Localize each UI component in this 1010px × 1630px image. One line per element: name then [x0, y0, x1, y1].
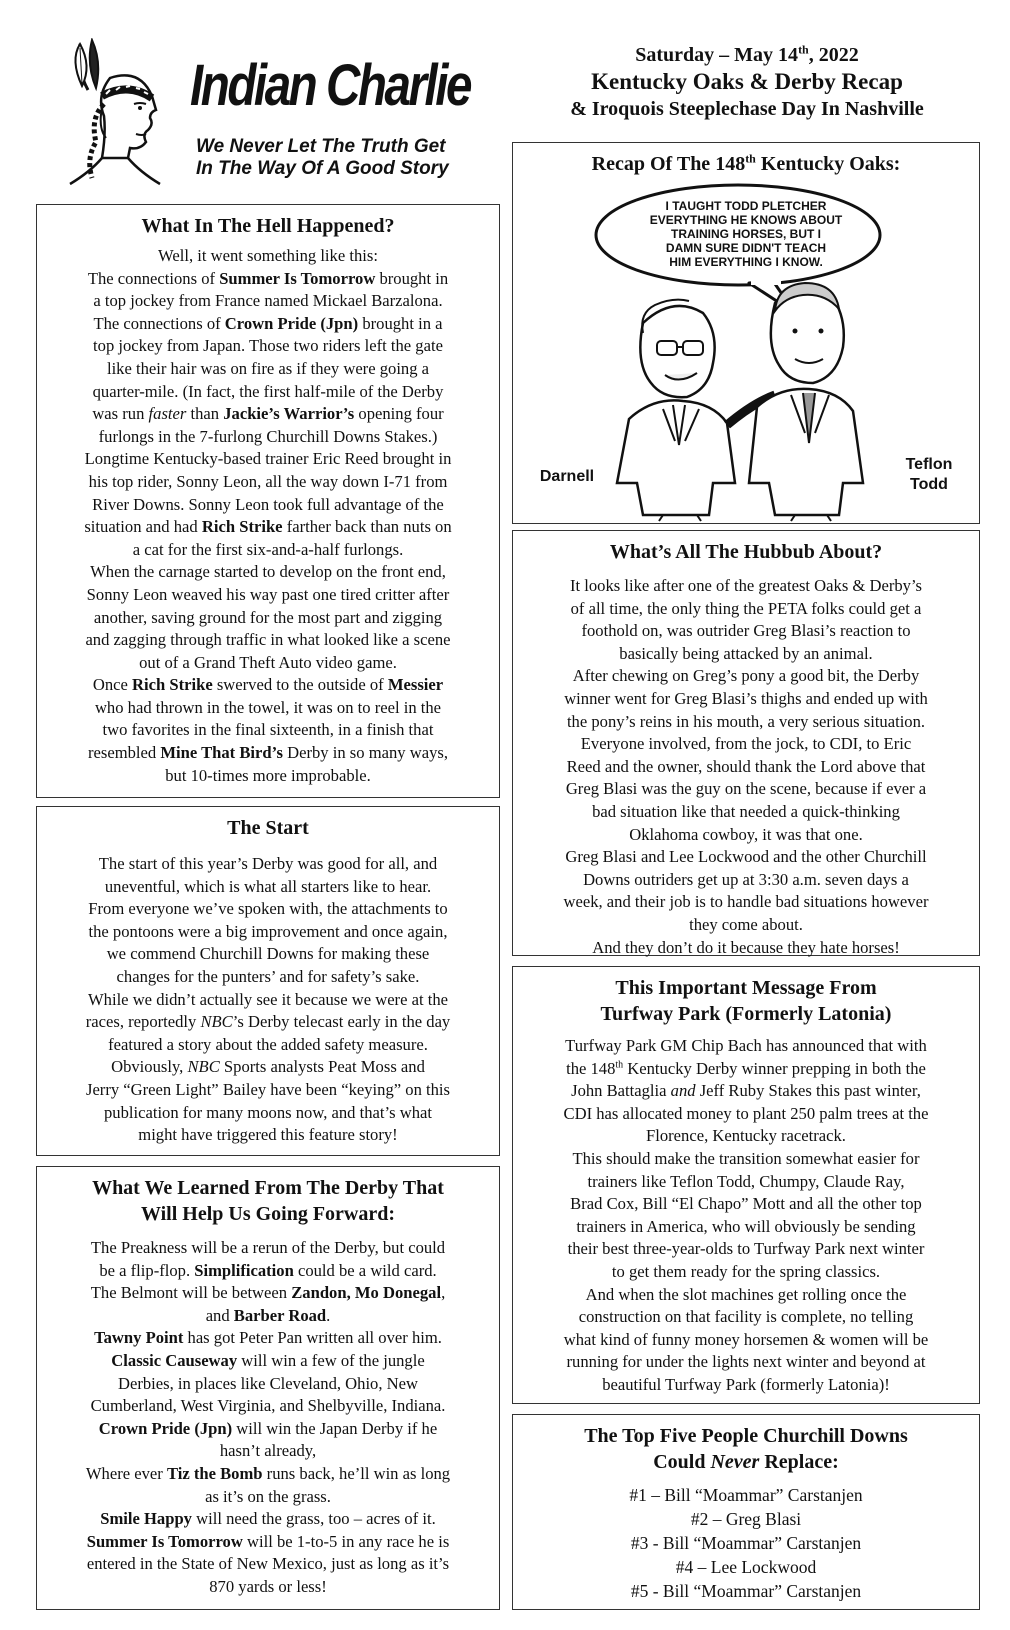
text-line: The connections of Crown Pride (Jpn) brought in a [93, 313, 443, 333]
text-line: top jockey from Japan. Those two riders left the gate [93, 336, 443, 356]
text-line: Florence, Kentucky racetrack. [646, 1126, 846, 1146]
text-line: After chewing on Greg’s pony a good bit, the Derby [572, 666, 920, 686]
text-line: The Belmont will be between Zandon, Mo Donegal, [90, 1283, 446, 1303]
masthead [40, 38, 510, 188]
text-line: two favorites in the final sixteenth, in a finish that [102, 720, 434, 740]
text-line: another, saving ground for the most part and zigging [93, 607, 443, 627]
text-line: bad situation like that needed a quick-thinking [592, 801, 900, 821]
text-line: week, and their job is to handle bad situations however [563, 892, 929, 912]
text-line: but 10-times more improbable. [165, 765, 371, 785]
issue-subheadline: & Iroquois Steeplechase Day In Nashville [570, 98, 924, 120]
list-item: #3 - Bill “Moammar” Carstanjen [630, 1533, 862, 1553]
text-line: Tawny Point has got Peter Pan written all over him. [94, 1328, 442, 1348]
text-line: construction on that facility is complete, no telling [578, 1307, 914, 1327]
text-line: trainers in America, who will obviously be sending [576, 1216, 916, 1236]
hubbub-body [513, 575, 979, 959]
text-line: their best three-year-olds to Turfway Park next winter [567, 1239, 925, 1259]
text-line: Cumberland, West Virginia, and Shelbyville, Indiana. [90, 1396, 446, 1416]
text-line: foothold on, was outrider Greg Blasi’s reaction to [581, 621, 911, 641]
text-line: as it’s on the grass. [205, 1486, 331, 1506]
text-line: The connections of Summer Is Tomorrow brought in [87, 268, 449, 288]
text-line: Longtime Kentucky-based trainer Eric Reed brought in [84, 449, 452, 469]
text-line: And when the slot machines get rolling once the [585, 1284, 907, 1304]
list-item: #4 – Lee Lockwood [675, 1557, 817, 1577]
text-line: his top rider, Sonny Leon, all the way down I-71 from [88, 471, 448, 491]
text-line: Well, it went something like this: [158, 246, 378, 265]
text-line: Obviously, NBC Sports analysts Peat Moss and [111, 1057, 425, 1077]
text-line: When the carnage started to develop on the front end, [90, 562, 446, 582]
masthead-title: Indian Charlie [190, 53, 471, 118]
text-line: CDI has allocated money to plant 250 palm trees at the [563, 1103, 929, 1123]
what-we-learned-body [37, 1237, 499, 1599]
text-line: trainers like Teflon Todd, Chumpy, Claude Ray, [587, 1171, 905, 1191]
text-line: a top jockey from France named Mickael Barzalona. [93, 291, 443, 311]
caption-darnell: Darnell [539, 468, 595, 485]
text-line: and Barber Road. [205, 1305, 331, 1325]
text-line: of all time, the only thing the PETA folks could get a [570, 598, 922, 618]
issue-headline: Kentucky Oaks & Derby Recap [591, 69, 903, 94]
text-line: Greg Blasi was the guy on the scene, because if ever a [565, 779, 927, 799]
text-line: This should make the transition somewhat easier for [572, 1148, 920, 1168]
text-line: 870 yards or less! [209, 1576, 327, 1596]
text-line: who had thrown in the towel, it was on to reel in the [94, 697, 442, 717]
list-item: #5 - Bill “Moammar” Carstanjen [630, 1581, 862, 1601]
text-line: Reed and the owner, should thank the Lord above that [566, 756, 926, 776]
masthead-tagline-1: We Never Let The Truth Get [196, 136, 446, 157]
text-line: Oklahoma cowboy, it was that one. [629, 824, 863, 844]
list-item: #2 – Greg Blasi [690, 1509, 802, 1529]
text-line: resembled Mine That Bird’s Derby in so many ways, [88, 743, 448, 763]
text-line: running for under the lights next winter and beyond at [566, 1352, 926, 1372]
hubbub-title: What’s All The Hubbub About? [609, 541, 883, 563]
issue-header [512, 42, 982, 122]
text-line: Once Rich Strike swerved to the outside of Messier [92, 675, 444, 695]
text-line: Greg Blasi and Lee Lockwood and the other Churchill [565, 847, 927, 867]
darnell-figure-icon [617, 300, 775, 521]
text-line: the 148th Kentucky Derby winner prepping in both the [566, 1058, 926, 1078]
teflon-todd-figure-icon [749, 283, 863, 521]
oaks-recap-title: Recap Of The 148th Kentucky Oaks: [591, 151, 901, 175]
text-line: was run faster than Jackie’s Warrior’s opening four [92, 404, 444, 424]
the-start-body [37, 853, 499, 1147]
text-line: John Battaglia and Jeff Ruby Stakes this past winter, [571, 1081, 921, 1101]
text-line: featured a story about the added safety measure. [108, 1034, 428, 1054]
text-line: basically being attacked by an animal. [619, 643, 873, 663]
top-five-title: The Top Five People Churchill Downs Could Never Replace: [584, 1425, 908, 1473]
turfway-box [512, 966, 980, 1404]
text-line: we commend Churchill Downs for making these [106, 944, 430, 964]
text-line: Everyone involved, from the jock, to CDI, to Eric [580, 734, 912, 754]
list-item: #1 – Bill “Moammar” Carstanjen [629, 1485, 863, 1505]
text-line: Turfway Park GM Chip Bach has announced that with [565, 1036, 927, 1055]
text-line: furlongs in the 7-furlong Churchill Downs Stakes.) [98, 426, 438, 446]
issue-date: Saturday – May 14th, 2022 [635, 42, 859, 66]
text-line: entered in the State of New Mexico, just as long as it’s [86, 1554, 450, 1574]
what-happened-box [36, 204, 500, 798]
text-line: what kind of funny money horsemen & women will be [563, 1329, 929, 1349]
what-we-learned-box [36, 1166, 500, 1610]
text-line: Jerry “Green Light” Bailey have been “keying” on this [85, 1079, 450, 1099]
text-line: situation and had Rich Strike farther back than nuts on [84, 517, 452, 537]
text-line: and zagging through traffic in what looked like a scene [85, 630, 451, 650]
text-line: Sonny Leon weaved his way past one tired critter after [86, 584, 450, 604]
text-line: River Downs. Sonny Leon took full advantage of the [92, 494, 444, 514]
text-line: out of a Grand Theft Auto video game. [139, 652, 397, 672]
text-line: It looks like after one of the greatest Oaks & Derby’s [569, 576, 923, 595]
top-five-list [513, 1483, 979, 1603]
text-line: Derbies, in places like Cleveland, Ohio, New [118, 1373, 418, 1393]
text-line: like their hair was on fire as if they were going a [106, 358, 430, 378]
indian-charlie-logo-icon [40, 38, 180, 188]
text-line: uneventful, which is what all starters like to hear. [104, 876, 432, 896]
text-line: While we didn’t actually see it because we were at the [88, 989, 448, 1009]
text-line: hasn’t already, [219, 1441, 317, 1461]
speech-bubble-text: I TAUGHT TODD PLETCHER EVERYTHING HE KNOWS ABOUT TRAINING HORSES, BUT I DAMN SURE DIDN'T TEACH HIM EVERYTHING I KNOW. [649, 199, 843, 269]
top-five-box [512, 1414, 980, 1610]
text-line: Where ever Tiz the Bomb runs back, he’ll win as long [85, 1463, 451, 1483]
the-start-box [36, 806, 500, 1156]
turfway-title: This Important Message From Turfway Park (Formerly Latonia) [600, 977, 892, 1025]
text-line: changes for the punters’ and for safety’s sake. [116, 966, 420, 986]
text-line: the pontoons were a big improvement and once again, [88, 921, 448, 941]
text-line: Smile Happy will need the grass, too – acres of it. [100, 1509, 436, 1529]
text-line: they come about. [689, 914, 803, 934]
text-line: Crown Pride (Jpn) will win the Japan Derby if he [98, 1418, 438, 1438]
text-line: Classic Causeway will win a few of the jungle [111, 1350, 425, 1370]
oaks-recap-box [512, 142, 980, 524]
text-line: The Preakness will be a rerun of the Derby, but could [90, 1238, 446, 1257]
text-line: Brad Cox, Bill “El Chapo” Mott and all the other top [570, 1194, 922, 1214]
text-line: quarter-mile. (In fact, the first half-mile of the Derby [92, 381, 444, 401]
text-line: the pony’s reins in his mouth, a very serious situation. [566, 711, 926, 731]
what-happened-title: What In The Hell Happened? [141, 215, 395, 237]
text-line: might have triggered this feature story! [138, 1125, 398, 1145]
text-line: races, reportedly NBC’s Derby telecast early in the day [85, 1012, 451, 1032]
text-line: to get them ready for the spring classics. [611, 1261, 881, 1281]
what-happened-body [37, 245, 499, 787]
turfway-body [513, 1035, 979, 1397]
text-line: Downs outriders get up at 3:30 a.m. seven days a [583, 869, 909, 889]
text-line: a cat for the first six-and-a-half furlongs. [132, 539, 404, 559]
what-we-learned-title: What We Learned From The Derby That Will Help Us Going Forward: [92, 1177, 444, 1225]
hubbub-box [512, 530, 980, 956]
text-line: publication for many moons now, and that’s what [104, 1102, 432, 1122]
text-line: From everyone we’ve spoken with, the attachments to [88, 899, 448, 919]
text-line: And they don’t do it because they hate horses! [592, 937, 900, 957]
text-line: The start of this year’s Derby was good for all, and [98, 854, 438, 873]
text-line: beautiful Turfway Park (formerly Latonia)! [602, 1374, 890, 1394]
text-line: be a flip-flop. Simplification could be a wild card. [99, 1260, 437, 1280]
the-start-title: The Start [227, 817, 309, 839]
text-line: Summer Is Tomorrow will be 1-to-5 in any race he is [86, 1531, 450, 1551]
masthead-tagline-2: In The Way Of A Good Story [196, 158, 449, 179]
caption-teflon-todd: Teflon Todd [905, 456, 953, 493]
text-line: winner went for Greg Blasi’s thighs and ended up with [564, 688, 928, 708]
